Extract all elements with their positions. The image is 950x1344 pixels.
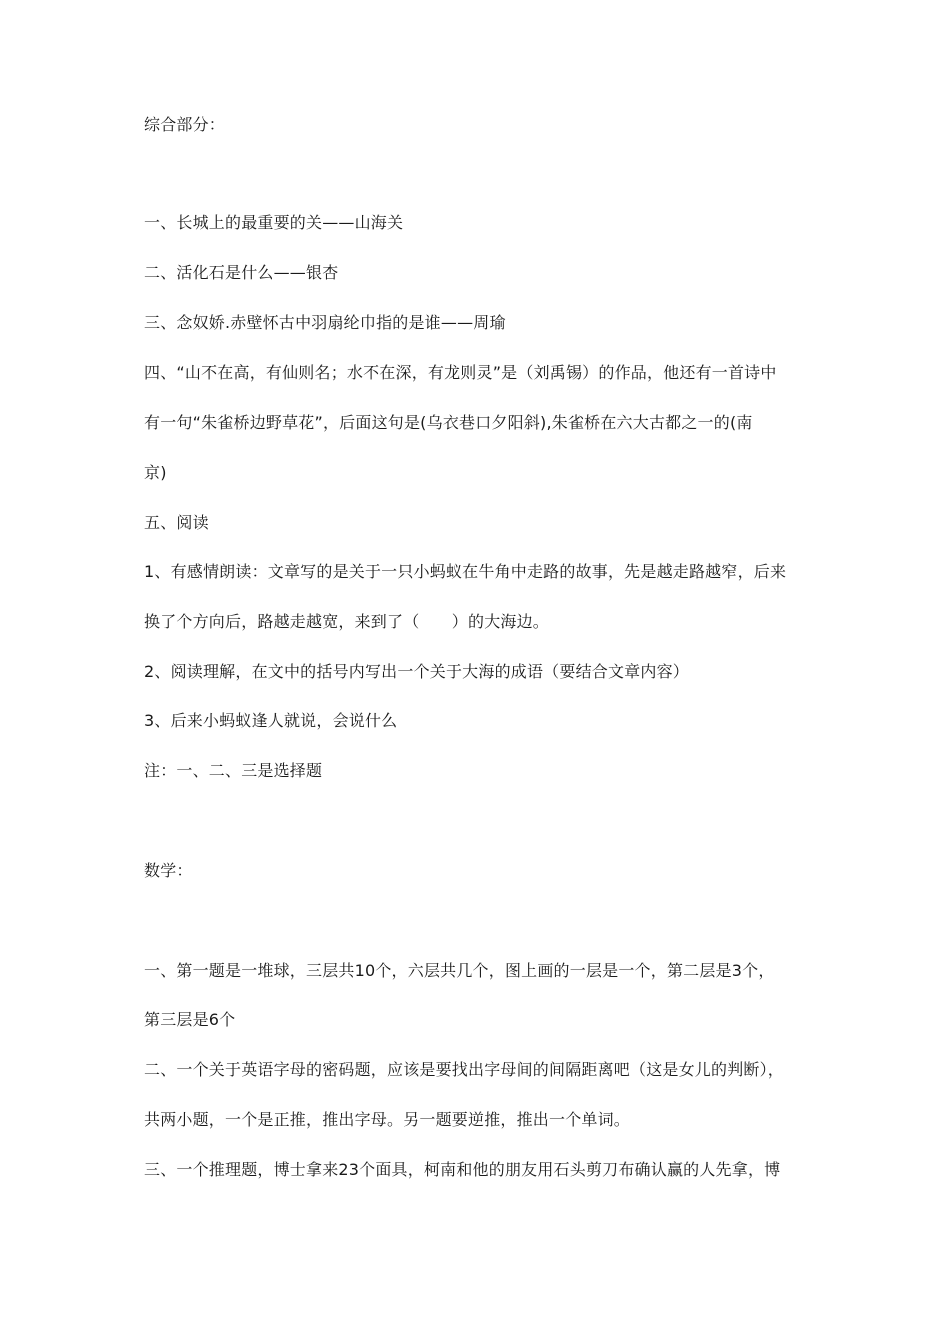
- math-heading: 数学：: [144, 861, 193, 880]
- math-question-1-line-2: 第三层是6个: [144, 1010, 236, 1029]
- math-question-1-line-1: 一、第一题是一堆球，三层共10个，六层共几个，图上画的一层是一个，第二层是3个，: [144, 961, 775, 980]
- composite-question-4-line-2: 有一句“朱雀桥边野草花”，后面这句是(乌衣巷口夕阳斜),朱雀桥在六大古都之一的(南: [144, 413, 753, 432]
- composite-question-4-line-1: 四、“山不在高，有仙则名；水不在深，有龙则灵”是（刘禹锡）的作品，他还有一首诗中: [144, 363, 777, 382]
- composite-question-4-line-3: 京): [144, 463, 167, 482]
- reading-item-3: 3、后来小蚂蚁逢人就说，会说什么: [144, 711, 398, 730]
- reading-heading: 五、阅读: [144, 513, 209, 532]
- composite-question-1: 一、长城上的最重要的关——山海关: [144, 213, 404, 232]
- note-text: 注：一、二、三是选择题: [144, 761, 323, 780]
- math-question-2-line-2: 共两小题，一个是正推，推出字母。另一题要逆推，推出一个单词。: [144, 1110, 631, 1129]
- reading-item-2: 2、阅读理解，在文中的括号内写出一个关于大海的成语（要结合文章内容）: [144, 662, 689, 681]
- math-question-2-line-1: 二、一个关于英语字母的密码题，应该是要找出字母间的间隔距离吧（这是女儿的判断），: [144, 1060, 785, 1079]
- reading-item-1-line-1: 1、有感情朗读：文章写的是关于一只小蚂蚁在牛角中走路的故事，先是越走路越窄，后来: [144, 562, 787, 581]
- composite-question-3: 三、念奴娇.赤壁怀古中羽扇纶巾指的是谁——周瑜: [144, 313, 506, 332]
- math-question-3-line-1: 三、一个推理题，博士拿来23个面具，柯南和他的朋友用石头剪刀布确认赢的人先拿，博: [144, 1160, 781, 1179]
- composite-heading: 综合部分：: [144, 115, 226, 134]
- reading-item-1-line-2: 换了个方向后，路越走越宽，来到了（ ）的大海边。: [144, 612, 550, 631]
- composite-question-2: 二、活化石是什么——银杏: [144, 263, 339, 282]
